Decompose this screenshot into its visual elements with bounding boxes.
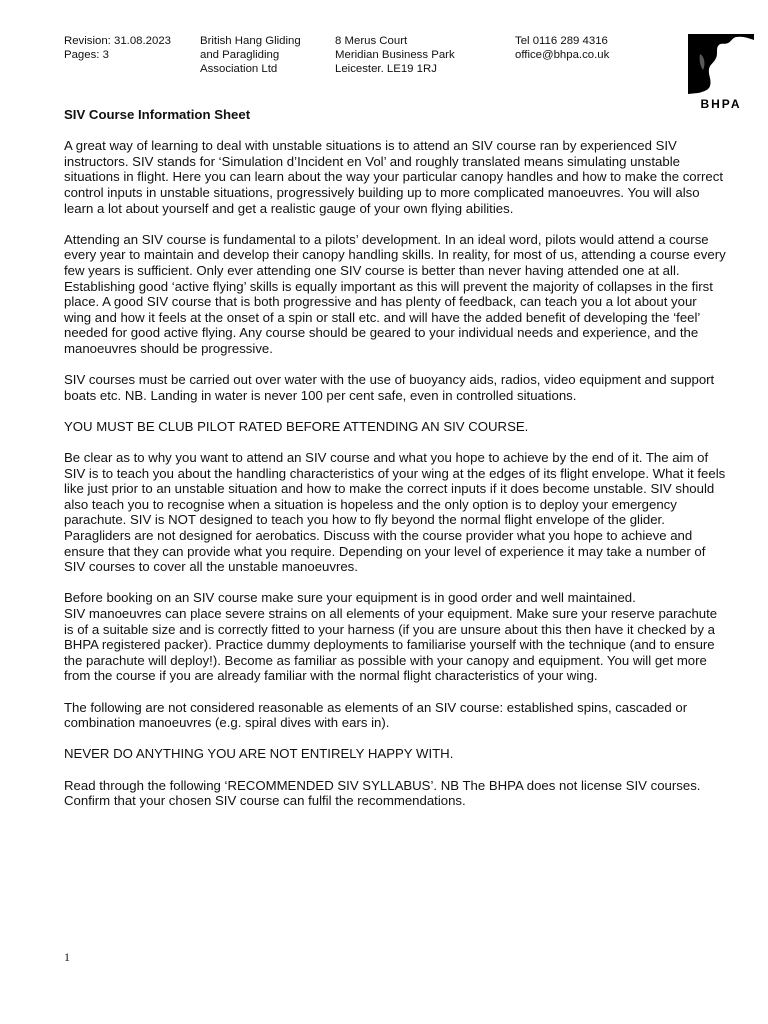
paragraph-water-safety: SIV courses must be carried out over water with the use of buoyancy aids, radios, video equipment and support boats etc. NB. Landing in water is never 100 per cent safe, even in controlled situations. [64, 372, 715, 403]
paragraph-never-warning: NEVER DO ANYTHING YOU ARE NOT ENTIRELY HAPPY WITH. [64, 746, 454, 762]
paragraph-club-pilot-warning: YOU MUST BE CLUB PILOT RATED BEFORE ATTENDING AN SIV COURSE. [64, 418, 529, 434]
address-line: Leicester. LE19 1RJ [335, 63, 437, 75]
page-number: 1 [64, 950, 70, 964]
equipment-line-2: SIV manoeuvres can place severe strains on all elements of your equipment. Make sure your reserve parachute is of a suitable size and is correctly fitted to your harness (if you are unsure about this then have it checked by a BHPA registered packer). Practice dummy deployments to familiarise yourself with the technique (and to ensure the parachute will deploy!). Become as familiar as possible with your canopy and equipment. You will get more from the course if you are already familiar with the normal flight characteristics of your wing. [64, 606, 718, 684]
svg-text:BHPA: BHPA [700, 97, 742, 110]
address-line: Meridian Business Park [335, 49, 455, 61]
paragraph-development: Attending an SIV course is fundamental to a pilots’ development. In an ideal word, pilots would attend a course every year to maintain and develop their canopy handling skills. In reality, for most of us, attending a course every few years is sufficient. Only ever attending one SIV course is better than never having attended one at all. Establishing good ‘active flying’ skills is equally important as this will prevent the majority of collapses in the first place. A good SIV course that is both progressive and has plenty of feedback, can teach you a lot about your wing and how it feels at the onset of a spin or stall etc. and will have the added benefit of developing the ‘feel’ needed for good active flying. Any course should be geared to your individual needs and experience, and the manoeuvres should be progressive. [64, 231, 726, 356]
document-body [64, 107, 726, 824]
revision-block [64, 34, 171, 62]
page-count: Pages: 3 [64, 49, 109, 61]
equipment-line-1: Before booking on an SIV course make sure your equipment is in good order and well maintained. [64, 590, 636, 606]
email: office@bhpa.co.uk [515, 49, 610, 61]
contact-block [515, 34, 609, 62]
org-name-line: British Hang Gliding [200, 35, 301, 47]
document-header [64, 34, 742, 110]
telephone: Tel 0116 289 4316 [515, 35, 608, 47]
paragraph-course-aims: Be clear as to why you want to attend an SIV course and what you hope to achieve by the end of it. The aim of SIV is to teach you about the handling characteristics of your wing at the edges of its flight envelope. What it feels like just prior to an unstable situation and how to make the correct inputs if it does become unstable. SIV should also teach you to recognise when a situation is hopeless and the only option is to deploy your emergency parachute. SIV is NOT designed to teach you how to fly beyond the normal flight envelope of the glider. Paragliders are not designed for aerobatics. Discuss with the course provider what you hope to achieve and ensure that they can provide what you require. Depending on your level of experience it may take a number of SIV courses to cover all the unstable manoeuvres. [64, 450, 726, 575]
org-name-line: Association Ltd [200, 63, 278, 75]
paragraph-syllabus-note: Read through the following ‘RECOMMENDED SIV SYLLABUS’. NB The BHPA does not license SIV courses. Confirm that your chosen SIV course can fulfil the recommendations. [64, 777, 701, 809]
paragraph-intro: A great way of learning to deal with unstable situations is to attend an SIV course ran by experienced SIV instructors. SIV stands for ‘Simulation d’Incident en Vol’ and roughly translated means simulating unstable situations in flight. Here you can learn about the way your particular canopy handles and how to make the correct control inputs in unstable situations, progressively building up to more complicated manoeuvres. You will also learn a lot about yourself and get a realistic gauge of your own flying abilities. [64, 138, 724, 216]
org-name-line: and Paragliding [200, 49, 280, 61]
organisation-block [200, 34, 301, 76]
bhpa-logo-icon [688, 34, 754, 110]
revision-date: Revision: 31.08.2023 [64, 35, 172, 47]
address-line: 8 Merus Court [335, 35, 408, 47]
address-block [335, 34, 455, 76]
paragraph-excluded-manoeuvres: The following are not considered reasonable as elements of an SIV course: established spins, cascaded or combination manoeuvres (e.g. spiral dives with ears in). [64, 699, 688, 731]
document-title: SIV Course Information Sheet [64, 107, 251, 122]
paragraph-equipment [64, 590, 726, 684]
